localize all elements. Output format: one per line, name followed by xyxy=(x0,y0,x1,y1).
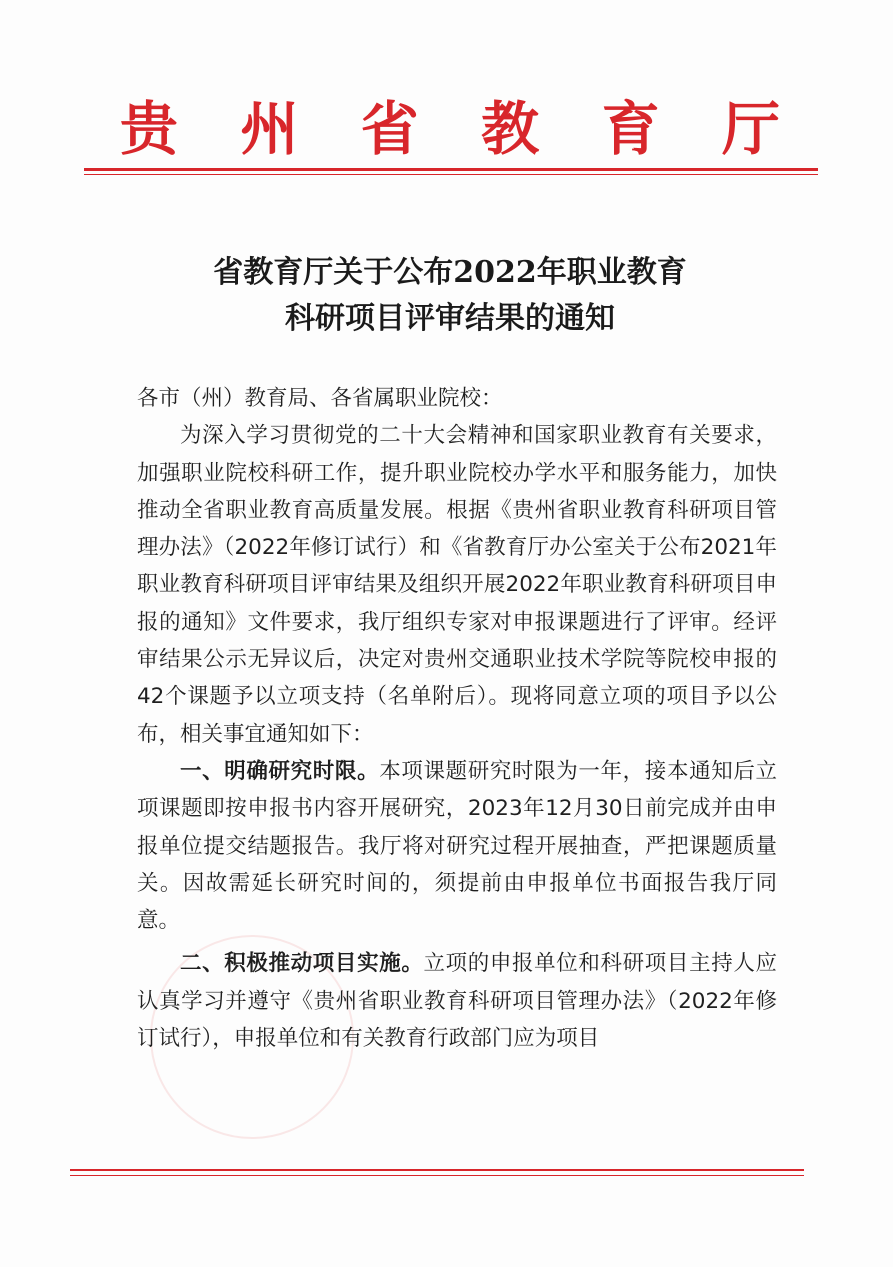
document-title xyxy=(90,250,810,342)
footer-rule-thick xyxy=(70,1169,804,1171)
section-2-heading: 二、积极推动项目实施。 xyxy=(180,951,424,977)
masthead-char: 教 xyxy=(481,95,540,163)
paragraph-section-1 xyxy=(137,753,777,939)
footer-rule-thin xyxy=(70,1175,804,1176)
masthead-char: 州 xyxy=(240,95,299,163)
header-rule-thin xyxy=(84,174,818,175)
section-1-heading: 一、明确研究时限。 xyxy=(180,758,380,784)
masthead-char: 贵 xyxy=(120,95,179,163)
header-rule-thick xyxy=(84,168,818,171)
masthead-char: 省 xyxy=(360,95,419,163)
title-line-1: 省教育厅关于公布2022年职业教育 xyxy=(213,255,687,290)
document-body xyxy=(137,380,777,1057)
paragraph-section-2 xyxy=(137,945,777,1057)
masthead xyxy=(120,94,780,164)
masthead-char: 厅 xyxy=(721,95,780,163)
masthead-char: 育 xyxy=(601,95,660,163)
title-line-2: 科研项目评审结果的通知 xyxy=(285,301,615,336)
section-1-body: 本项课题研究时限为一年，接本通知后立项课题即按申报书内容开展研究，2023年12月30日前完成并由申报单位提交结题报告。我厅将对研究过程开展抽查，严把课题质量关。因故需延长研究时间的，须提前由申报单位书面报告我厅同意。 xyxy=(137,758,777,934)
section-2-body: 立项的申报单位和科研项目主持人应认真学习并遵守《贵州省职业教育科研项目管理办法》（2022年修订试行），申报单位和有关教育行政部门应为项目 xyxy=(137,951,777,1052)
salutation: 各市（州）教育局、各省属职业院校： xyxy=(137,386,503,411)
paragraph-intro: 为深入学习贯彻党的二十大会精神和国家职业教育有关要求，加强职业院校科研工作，提升职业院校办学水平和服务能力，加快推动全省职业教育高质量发展。根据《贵州省职业教育科研项目管理办法》（2022年修订试行）和《省教育厅办公室关于公布2021年职业教育科研项目评审结果及组织开展2022年职业教育科研项目申报的通知》文件要求，我厅组织专家对申报课题进行了评审。经评审结果公示无异议后，决定对贵州交通职业技术学院等院校申报的42个课题予以立项支持（名单附后）。现将同意立项的项目予以公布，相关事宜通知如下： xyxy=(137,423,777,747)
